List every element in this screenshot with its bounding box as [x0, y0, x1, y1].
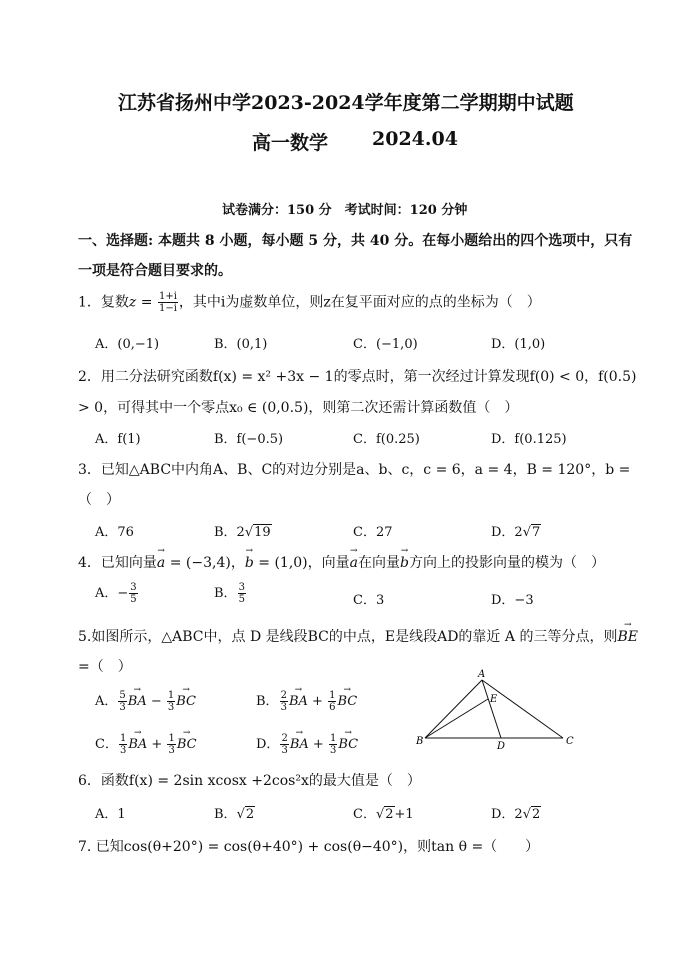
- question-1: [78, 291, 541, 314]
- question-4: [78, 552, 605, 572]
- q4-option-d[interactable]: D．−3: [491, 593, 534, 608]
- frac-num: 1: [168, 733, 175, 744]
- q3-option-b-label: B．2: [214, 525, 245, 540]
- q4-option-c[interactable]: C．3: [353, 593, 385, 608]
- frac: [280, 690, 288, 713]
- section-heading-line2: 一项是符合题目要求的。: [78, 263, 232, 279]
- triangle-figure: [415, 668, 580, 753]
- segment-ad: [482, 680, 501, 738]
- frac-num: 1: [119, 733, 127, 744]
- vector-bc: → BC: [176, 694, 196, 709]
- q4-option-b-fraction: [238, 582, 246, 605]
- frac: [167, 690, 175, 713]
- exam-title: 江苏省扬州中学2023-2024学年度第二学期期中试题: [118, 92, 574, 114]
- q5-line2: =（ ）: [78, 659, 132, 675]
- q6-option-d-radicand: 2: [532, 807, 541, 822]
- q5-option-a-label: A．: [95, 694, 118, 709]
- q4-vector-a-2: → a: [350, 555, 358, 571]
- q1-eq: =: [136, 294, 157, 311]
- q1-denominator: 1−i: [158, 303, 177, 314]
- frac: [119, 733, 127, 756]
- exam-info: 试卷满分：150 分 考试时间：120 分钟: [222, 203, 468, 218]
- label-c: C: [566, 736, 574, 747]
- subject-title: 高一数学: [252, 132, 329, 154]
- q1-z: z: [128, 294, 137, 311]
- q1-option-c[interactable]: C．(−1,0): [353, 337, 418, 352]
- q5-option-b-label: B．: [256, 694, 279, 709]
- q4-option-a-fraction: [129, 582, 137, 605]
- q3-option-d-label: D．2: [491, 525, 523, 540]
- q6-option-d[interactable]: D．2√2: [491, 807, 541, 822]
- q4-vector-b-2: → b: [400, 555, 409, 571]
- q1-prefix: 1．复数: [78, 294, 129, 311]
- frac-num: 3: [130, 582, 137, 593]
- q4-b-value: = (1,0)，向量: [253, 555, 350, 571]
- frac-num: 1: [329, 690, 336, 701]
- q2-option-c[interactable]: C．f(0.25): [353, 432, 420, 447]
- vector-ba: → BA: [290, 737, 309, 752]
- frac-den: 5: [130, 594, 137, 605]
- frac-num: 1: [167, 690, 175, 701]
- edge-ac: [482, 680, 563, 738]
- vector-ba: → BA: [128, 737, 147, 752]
- edge-ab: [425, 680, 482, 738]
- q1-numerator: 1+i: [158, 291, 177, 302]
- q6-option-a[interactable]: A．1: [95, 807, 126, 822]
- q4-vector-a: → a: [157, 555, 165, 571]
- q7-line: 7. 已知cos(θ+20°) = cos(θ+40°) + cos(θ−40°)，则tan θ =（ ）: [78, 839, 540, 855]
- frac-den: 3: [167, 702, 175, 713]
- q3-option-a[interactable]: A．76: [95, 525, 134, 540]
- q4-option-b[interactable]: [214, 582, 247, 605]
- q2-line1: 2．用二分法研究函数f(x) = x² +3x − 1的零点时，第一次经过计算发现f(0) < 0，f(0.5): [78, 369, 637, 385]
- q4-option-b-label: B．: [214, 586, 237, 601]
- q5-option-d[interactable]: D． $\frac{2}{3}$ → BA + $\frac{1}{3}$ → BC: [256, 733, 358, 756]
- vector-bc: → BC: [338, 737, 358, 752]
- q5-stem: 5.如图所示，△ABC中，点 D 是线段BC的中点，E是线段AD的靠近 A 的三等分点，则: [78, 629, 618, 645]
- frac-den: 3: [281, 745, 288, 756]
- label-b: B: [416, 736, 424, 747]
- q4-mid: 在向量: [358, 555, 400, 571]
- frac: [280, 733, 288, 756]
- frac-den: 3: [168, 745, 175, 756]
- frac: [167, 733, 175, 756]
- q5-option-c-label: C．: [95, 737, 118, 752]
- q6-option-d-label: D．2: [491, 807, 523, 822]
- frac-num: 2: [281, 733, 288, 744]
- q5-option-b[interactable]: B． $\frac{2}{3}$ → BA + $\frac{1}{6}$ → BC: [256, 690, 357, 713]
- q5-option-a[interactable]: A． $\frac{5}{3}$ → BA − $\frac{1}{3}$ → BC: [95, 690, 196, 713]
- q1-fraction: [158, 291, 178, 314]
- q2-option-d[interactable]: D．f(0.125): [491, 432, 567, 447]
- q2-option-b[interactable]: B．f(−0.5): [214, 432, 284, 447]
- vector-ba: → BA: [289, 694, 308, 709]
- vector-bc: → BC: [337, 694, 357, 709]
- vector-ba: → BA: [128, 694, 147, 709]
- label-e: E: [490, 694, 498, 705]
- q5-vector-be: → BE: [617, 629, 638, 645]
- q1-option-d[interactable]: D．(1,0): [491, 337, 546, 352]
- q4-stem: 方向上的投影向量的模为（ ）: [408, 555, 605, 571]
- exam-date: 2024.04: [372, 128, 458, 150]
- frac-num: 1: [329, 733, 337, 744]
- q6-option-b-label: B．: [214, 807, 237, 822]
- section-heading-line1: 一、选择题: 本题共 8 小题，每小题 5 分，共 40 分。在每小题给出的四个选项中，只有: [78, 233, 633, 249]
- frac-den: 3: [119, 745, 127, 756]
- q6-option-c-radicand: 2: [385, 807, 394, 822]
- frac-den: 3: [280, 702, 287, 713]
- label-a: A: [478, 669, 486, 680]
- q4-option-a[interactable]: [95, 582, 139, 605]
- q3-line2: （ ）: [78, 492, 120, 508]
- q3-line1: 3．已知△ABC中内角A、B、C的对边分别是a、b、c，c = 6，a = 4，B = 120°，b =: [78, 462, 631, 478]
- q4-vector-b: → b: [245, 555, 254, 571]
- q1-option-a[interactable]: A．(0,−1): [95, 337, 160, 352]
- q5-option-c[interactable]: C． $\frac{1}{3}$ → BA + $\frac{1}{3}$ → BC: [95, 733, 197, 756]
- q2-line2: > 0，可得其中一个零点x₀ ∈ (0,0.5)，则第二次还需计算函数值（ ）: [78, 400, 519, 416]
- q6-option-c[interactable]: C．√2+1: [353, 807, 414, 822]
- frac-den: 6: [329, 702, 336, 713]
- vector-bc: → BC: [177, 737, 197, 752]
- frac-num: 3: [238, 582, 245, 593]
- q4-a-value: = (−3,4)，: [165, 555, 245, 571]
- q4-option-a-label: A．−: [95, 586, 129, 601]
- frac-num: 2: [280, 690, 287, 701]
- frac: [328, 690, 336, 713]
- frac: [118, 690, 126, 713]
- q6-option-c-label: C．: [353, 807, 376, 822]
- q2-option-a[interactable]: A．f(1): [95, 432, 141, 447]
- q6-option-b-radicand: 2: [245, 807, 255, 822]
- q1-stem: ，其中i为虚数单位，则z在复平面对应的点的坐标为（ ）: [178, 294, 541, 311]
- segment-be: [425, 699, 488, 738]
- q6-option-b[interactable]: B．√2: [214, 807, 255, 822]
- frac-num: 5: [119, 690, 126, 701]
- q6-option-c-suffix: +1: [394, 807, 414, 822]
- q3-option-d-radicand: 7: [532, 525, 541, 540]
- q3-option-b-radicand: 19: [254, 525, 271, 540]
- label-d: D: [497, 741, 506, 752]
- q6-line: 6．函数f(x) = 2sin xcosx +2cos²x的最大值是（ ）: [78, 773, 421, 789]
- frac-den: 3: [119, 702, 126, 713]
- frac-den: 5: [238, 594, 245, 605]
- frac: [329, 733, 337, 756]
- q3-option-d[interactable]: D．2√7: [491, 525, 541, 540]
- q1-option-b[interactable]: B．(0,1): [214, 337, 268, 352]
- q5-line1: [78, 626, 638, 646]
- q5-option-d-label: D．: [256, 737, 280, 752]
- q3-option-c[interactable]: C．27: [353, 525, 393, 540]
- q4-prefix: 4．已知向量: [78, 555, 157, 571]
- q3-option-b[interactable]: B．2√19: [214, 525, 271, 540]
- frac-den: 3: [329, 745, 337, 756]
